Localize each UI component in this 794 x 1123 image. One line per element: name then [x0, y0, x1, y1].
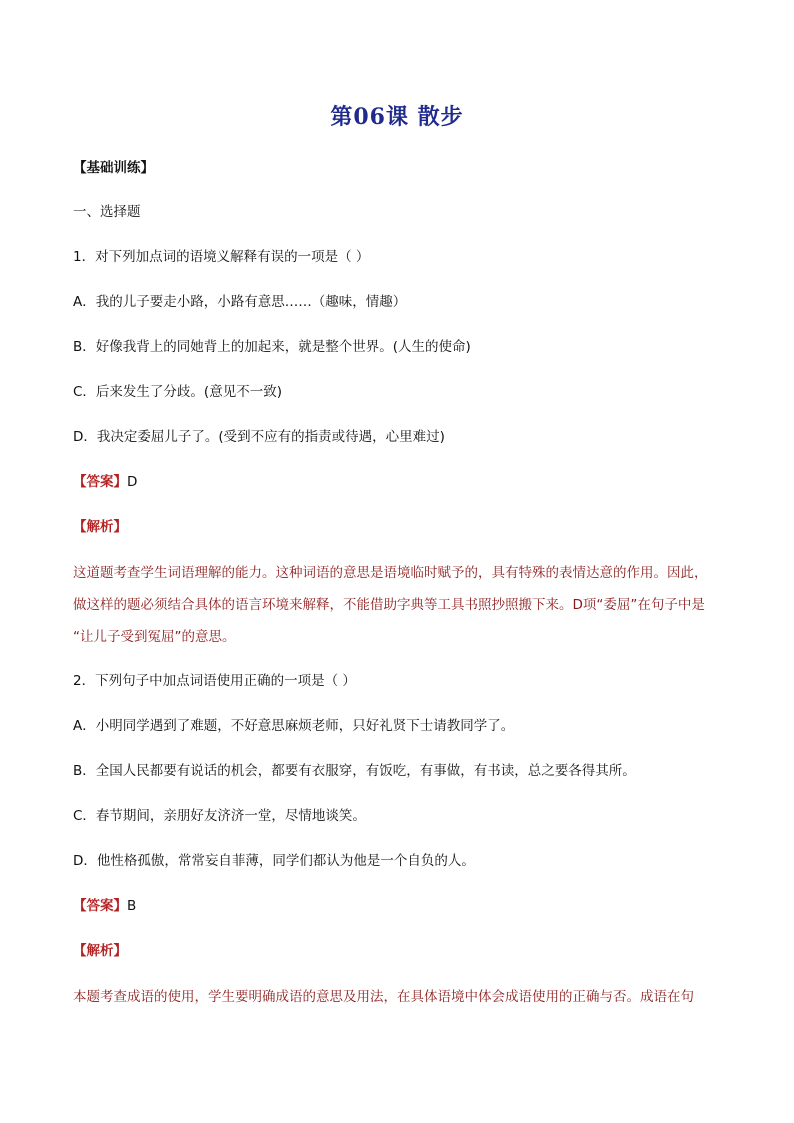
question-2-option-a: A．小明同学遇到了难题，不好意思麻烦老师，只好礼贤下士请教同学了。: [73, 718, 515, 734]
page-title: 第06课 散步: [330, 104, 464, 130]
question-2-option-c: C．春节期间，亲朋好友济济一堂，尽情地谈笑。: [73, 808, 366, 824]
question-2-analysis-line-1: 本题考查成语的使用，学生要明确成语的意思及用法，在具体语境中体会成语使用的正确与否。成语在句: [73, 989, 694, 1005]
question-2-stem: 2．下列句子中加点词语使用正确的一项是（ ）: [73, 673, 356, 689]
question-2-analysis-label: 【解析】: [73, 943, 127, 959]
question-1-analysis-line-3: “让儿子受到冤屈”的意思。: [73, 629, 236, 645]
question-2-answer: [73, 896, 136, 916]
answer-label: 【答案】: [73, 898, 127, 914]
question-1-answer: [73, 472, 137, 492]
question-1-option-b: B．好像我背上的同她背上的加起来，就是整个世界。(人生的使命): [73, 339, 471, 355]
question-1-option-d: D．我决定委屈儿子了。(受到不应有的指责或待遇，心里难过): [73, 429, 445, 445]
part-heading: 一、选择题: [73, 204, 141, 220]
question-1-analysis-line-2: 做这样的题必须结合具体的语言环境来解释，不能借助字典等工具书照抄照搬下来。D项“委屈”在句子中是: [73, 597, 705, 613]
answer-value: D: [127, 474, 138, 490]
answer-label: 【答案】: [73, 474, 127, 490]
section-header: 【基础训练】: [73, 160, 154, 176]
question-1-analysis-label: 【解析】: [73, 519, 127, 535]
question-1-analysis-line-1: 这道题考查学生词语理解的能力。这种词语的意思是语境临时赋予的，具有特殊的表情达意的作用。因此，: [73, 565, 708, 581]
question-1-option-a: A．我的儿子要走小路，小路有意思……（趣味，情趣）: [73, 294, 407, 310]
question-1-stem: 1．对下列加点词的语境义解释有误的一项是（ ）: [73, 249, 370, 265]
question-2-option-b: B．全国人民都要有说话的机会，都要有衣服穿，有饭吃，有事做，有书读，总之要各得其所。: [73, 763, 636, 779]
question-1-option-c: C．后来发生了分歧。(意见不一致): [73, 384, 282, 400]
question-2-option-d: D．他性格孤傲，常常妄自菲薄，同学们都认为他是一个自负的人。: [73, 853, 475, 869]
answer-value: B: [127, 898, 137, 914]
